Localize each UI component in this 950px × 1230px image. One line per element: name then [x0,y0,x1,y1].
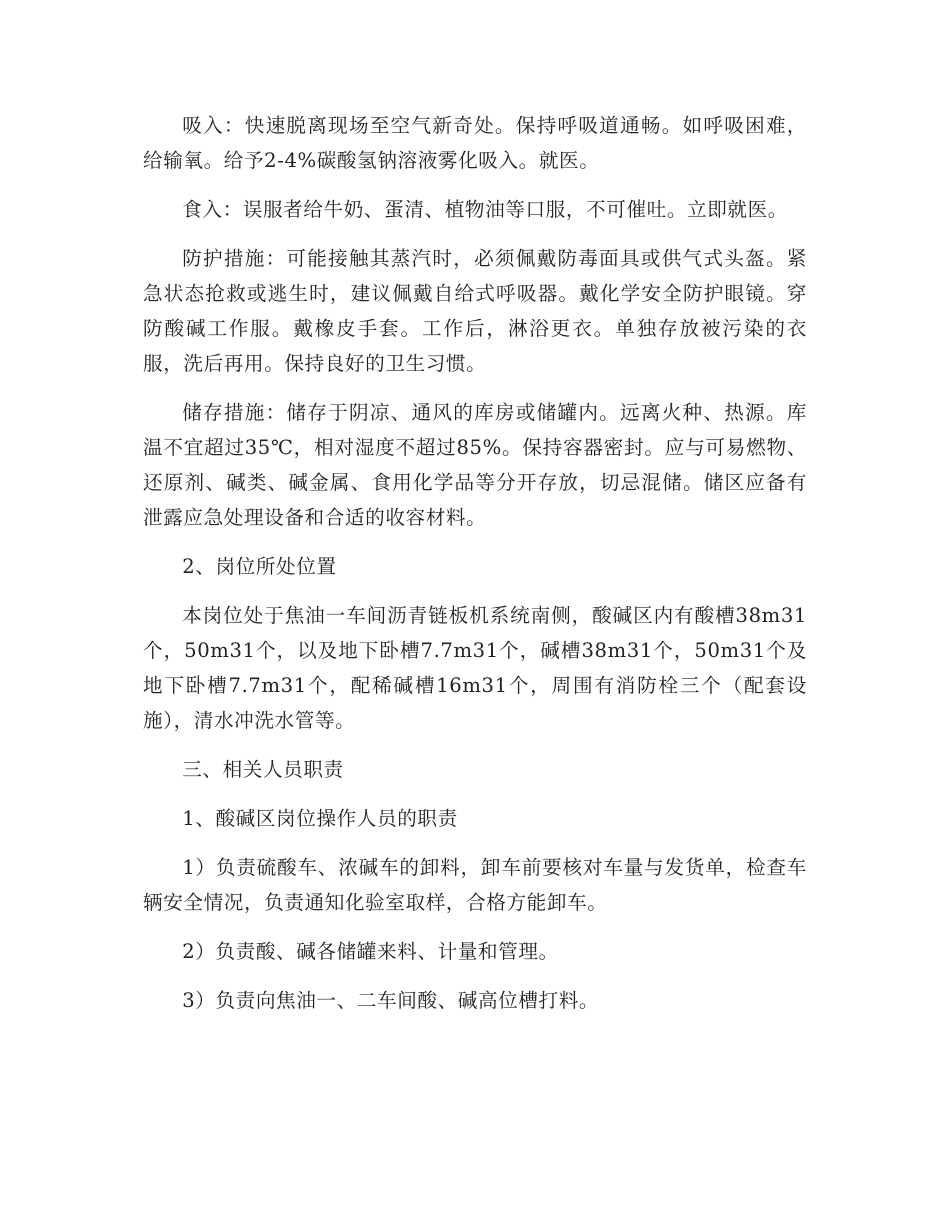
heading-responsibilities: 三、相关人员职责 [182,758,344,781]
paragraph-storage: 储存措施：储存于阴凉、通风的库房或储罐内。远离火种、热源。库温不宜超过35℃，相对湿度不超过85%。保持容器密封。应与可易燃物、还原剂、碱类、碱金属、食用化学品等分开存放，切忌混储。储区应备有泄露应急处理设备和合适的收容材料。 [143,401,807,529]
paragraph-protection: 防护措施：可能接触其蒸汽时，必须佩戴防毒面具或供气式头盔。紧急状态抢救或逃生时，建议佩戴自给式呼吸器。戴化学安全防护眼镜。穿防酸碱工作服。戴橡皮手套。工作后，淋浴更衣。单独存放被污染的衣服，洗后再用。保持良好的卫生习惯。 [143,247,807,375]
paragraph-inhalation: 吸入：快速脱离现场至空气新奇处。保持呼吸道通畅。如呼吸困难，给输氧。给予2-4%碳酸氢钠溶液雾化吸入。就医。 [143,114,807,172]
duty-item-3: 3）负责向焦油一、二车间酸、碱高位槽打料。 [182,989,600,1012]
paragraph-position: 本岗位处于焦油一车间沥青链板机系统南侧，酸碱区内有酸槽38m31个，50m31个，以及地下卧槽7.7m31个，碱槽38m31个，50m31个及地下卧槽7.7m31个，配稀碱槽16m31个，周围有消防栓三个（配套设施），清水冲洗水管等。 [143,604,807,732]
document-body [143,108,807,1032]
paragraph-ingestion: 食入：误服者给牛奶、蛋清、植物油等口服，不可催吐。立即就医。 [182,198,788,221]
heading-position: 2、岗位所处位置 [182,555,337,578]
duty-item-1: 1）负责硫酸车、浓碱车的卸料，卸车前要核对车量与发货单，检查车辆安全情况，负责通知化验室取样，合格方能卸车。 [143,856,807,914]
heading-operator-duties: 1、酸碱区岗位操作人员的职责 [182,807,458,830]
duty-item-2: 2）负责酸、碱各储罐来料、计量和管理。 [182,940,559,963]
